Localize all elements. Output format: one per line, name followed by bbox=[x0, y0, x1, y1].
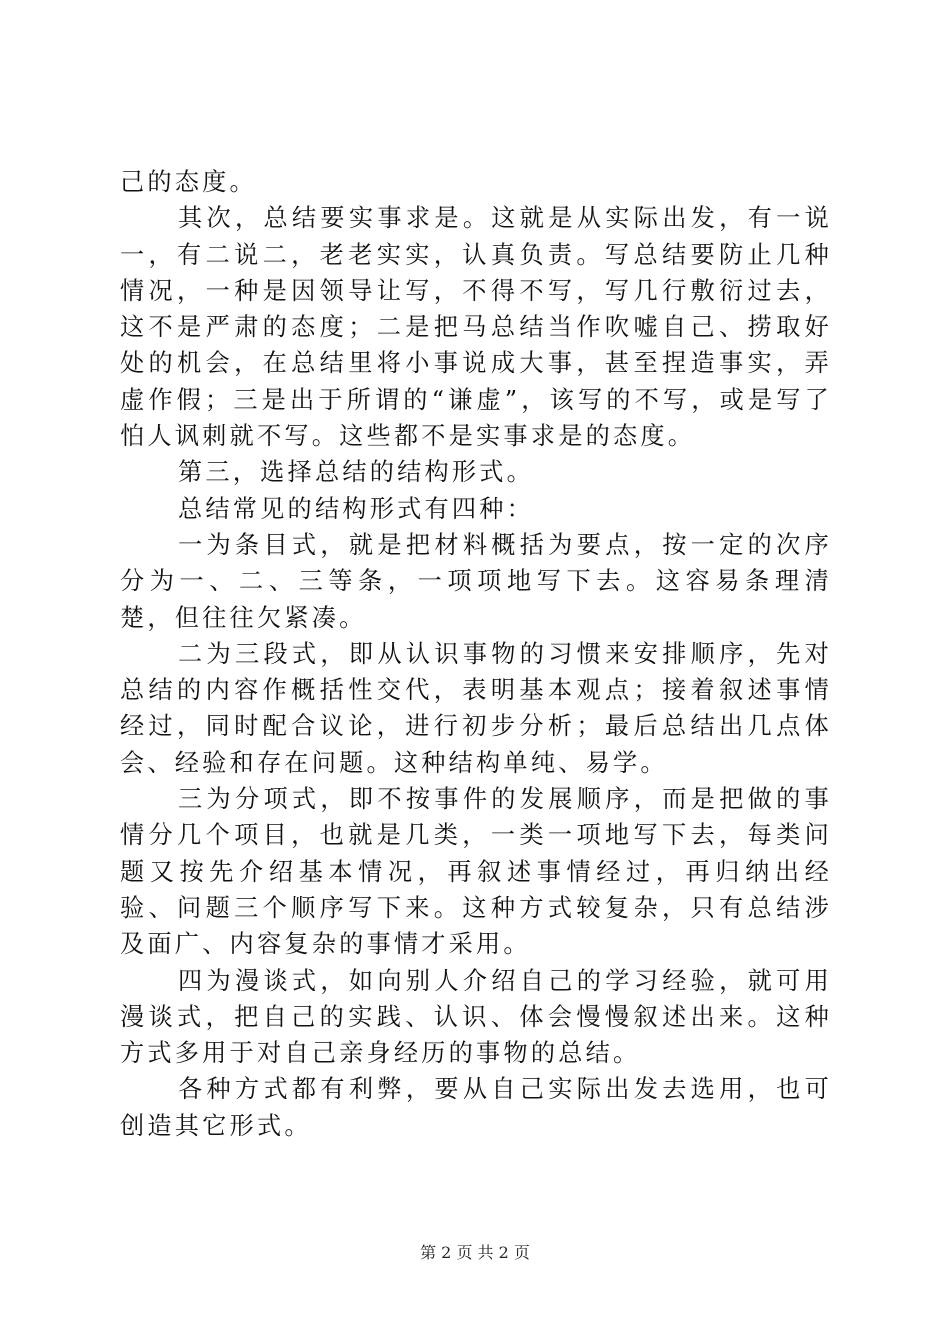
document-body bbox=[120, 164, 832, 1144]
paragraph-3: 第三，选择总结的结构形式。 bbox=[178, 458, 535, 487]
paragraph-7: 三为分项式，即不按事件的发展顺序，而是把做的事情分几个项目，也就是几类，一类一项地写下去，每类问题又按先介绍基本情况，再叙述事情经过，再归纳出经验、问题三个顺序写下来。这种方式较复杂，只有总结涉及面广、内容复杂的事情才采用。 bbox=[120, 785, 832, 959]
paragraph-8: 四为漫谈式，如向别人介绍自己的学习经验，就可用漫谈式，把自己的实践、认识、体会慢慢叙述出来。这种方式多用于对自己亲身经历的事物的总结。 bbox=[120, 966, 832, 1068]
paragraph-6: 二为三段式，即从认识事物的习惯来安排顺序，先对总结的内容作概括性交代，表明基本观点；接着叙述事情经过，同时配合议论，进行初步分析；最后总结出几点体会、经验和存在问题。这种结构单纯、易学。 bbox=[120, 639, 832, 777]
paragraph-1: 己的态度。 bbox=[120, 168, 257, 196]
page-footer: 第 2 页 共 2 页 bbox=[420, 1243, 530, 1262]
paragraph-5: 一为条目式，就是把材料概括为要点，按一定的次序分为一、二、三等条，一项项地写下去。这容易条理清楚，但往往欠紧凑。 bbox=[120, 530, 832, 632]
paragraph-2: 其次，总结要实事求是。这就是从实际出发，有一说一，有二说二，老老实实，认真负责。写总结要防止几种情况，一种是因领导让写，不得不写，写几行敷衍过去，这不是严肃的态度；二是把马总结当作吹嘘自己、捞取好处的机会，在总结里将小事说成大事，甚至捏造事实，弄虚作假；三是出于所谓的“谦虚”，该写的不写，或是写了怕人讽刺就不写。这些都不是实事求是的态度。 bbox=[120, 204, 832, 451]
paragraph-9: 各种方式都有利弊，要从自己实际出发去选用，也可创造其它形式。 bbox=[120, 1075, 832, 1140]
paragraph-4: 总结常见的结构形式有四种： bbox=[178, 494, 535, 523]
